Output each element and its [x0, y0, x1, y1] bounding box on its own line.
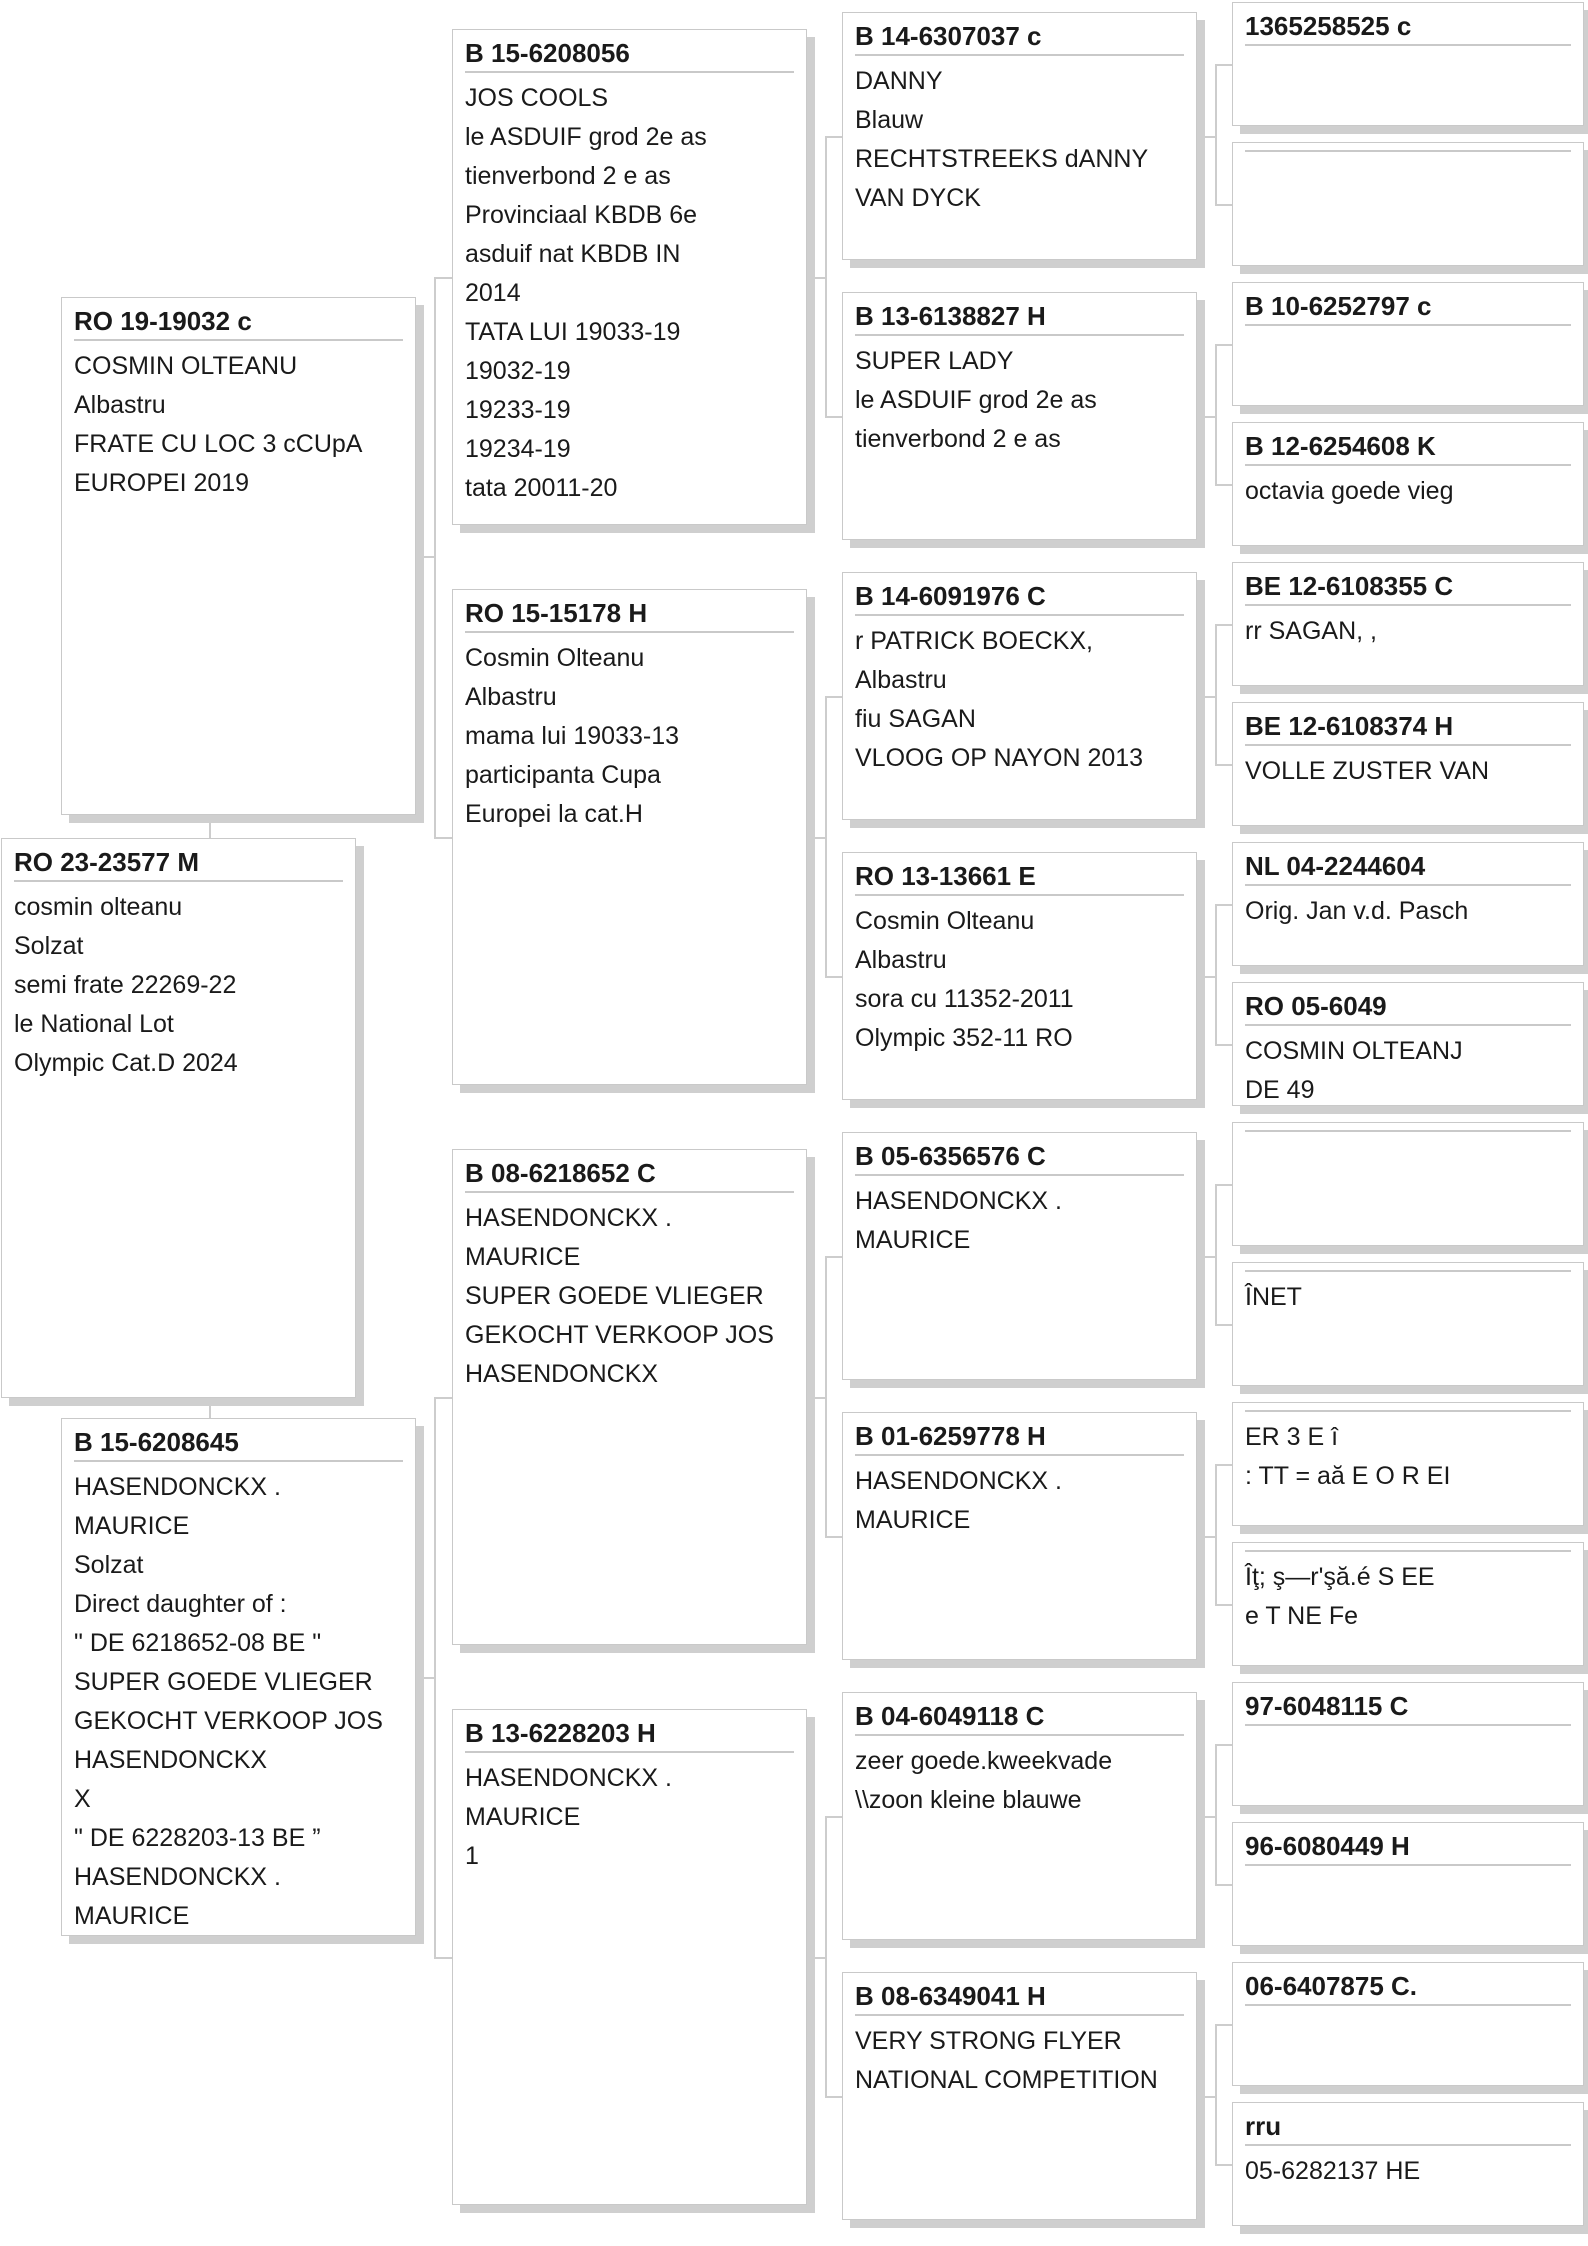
connector-line: [1215, 484, 1232, 486]
card-info: [14, 888, 343, 1083]
connector-line: [1197, 696, 1215, 698]
connector-line: [1215, 64, 1232, 66]
info-line: Provinciaal KBDB 6e: [465, 201, 698, 229]
connector-line: [807, 277, 825, 279]
info-line: le ASDUIF grod 2e as: [465, 123, 707, 151]
pedigree-card-grandparent: [452, 29, 807, 525]
card-info: [1245, 472, 1571, 511]
info-line: RECHTSTREEKS dANNY: [855, 145, 1149, 173]
ring-number: BE 12-6108374 H: [1245, 709, 1571, 746]
info-line: EUROPEI 2019: [74, 469, 250, 497]
card-info: [1245, 2152, 1571, 2191]
pedigree-card-great-great-grandparent: [1232, 1822, 1584, 1946]
info-line: Albastru: [465, 683, 557, 711]
connector-line: [1215, 1184, 1217, 1326]
connector-line: [1215, 1744, 1217, 1886]
card-info: [855, 1182, 1184, 1260]
info-line: 05-6282137 HE: [1245, 2157, 1421, 2185]
info-line: rr SAGAN, ,: [1245, 617, 1377, 645]
pedigree-card-great-great-grandparent: [1232, 1122, 1584, 1246]
ring-number: RO 19-19032 c: [74, 304, 403, 341]
info-line: mama lui 19033-13: [465, 722, 680, 750]
connector-line: [434, 1957, 452, 1959]
connector-line: [434, 1397, 436, 1959]
connector-line: [825, 136, 827, 418]
pedigree-card-great-great-grandparent: [1232, 982, 1584, 1106]
info-line: JOS COOLS: [465, 84, 609, 112]
info-line: Europei la cat.H: [465, 800, 643, 828]
info-line: HASENDONCKX .: [74, 1863, 281, 1891]
pedigree-card-great-great-grandparent: [1232, 702, 1584, 826]
info-line: Albastru: [855, 946, 947, 974]
info-line: semi frate 22269-22: [14, 971, 237, 999]
info-line: VOLLE ZUSTER VAN: [1245, 757, 1490, 785]
pedigree-card-great-great-grandparent: [1232, 842, 1584, 966]
card-info: [855, 902, 1184, 1058]
pedigree-card-great-great-grandparent: [1232, 562, 1584, 686]
connector-line: [807, 1957, 825, 1959]
info-line: e T NE Fe: [1245, 1602, 1359, 1630]
info-line: COSMIN OLTEANJ: [1245, 1037, 1463, 1065]
info-line: HASENDONCKX .: [855, 1187, 1062, 1215]
ring-number: RO 15-15178 H: [465, 596, 794, 633]
info-line: SUPER GOEDE VLIEGER: [465, 1282, 764, 1310]
ring-number: 1365258525 c: [1245, 9, 1571, 46]
card-info: [855, 62, 1184, 218]
info-line: MAURICE: [465, 1803, 581, 1831]
connector-line: [825, 1256, 842, 1258]
info-line: Olympic Cat.D 2024: [14, 1049, 238, 1077]
connector-line: [434, 277, 436, 839]
pedigree-card-grandparent: [452, 589, 807, 1085]
connector-line: [1215, 1884, 1232, 1886]
info-line: sora cu 11352-2011: [855, 985, 1074, 1013]
pedigree-card-great-grandparent: [842, 1412, 1197, 1660]
info-line: asduif nat KBDB IN: [465, 240, 681, 268]
card-info: [74, 347, 403, 503]
ring-number: B 14-6307037 c: [855, 19, 1184, 56]
pedigree-card-subject: [1, 838, 356, 1398]
info-line: 19032-19: [465, 357, 571, 385]
connector-line: [825, 2096, 842, 2098]
card-info: [465, 79, 794, 508]
connector-line: [1215, 1744, 1232, 1746]
connector-line: [1197, 1256, 1215, 1258]
ring-number: B 05-6356576 C: [855, 1139, 1184, 1176]
ring-number: 97-6048115 C: [1245, 1689, 1571, 1726]
info-line: NATIONAL COMPETITION: [855, 2066, 1158, 2094]
pedigree-card-great-great-grandparent: [1232, 422, 1584, 546]
pedigree-card-great-great-grandparent: [1232, 1962, 1584, 2086]
pedigree-card-great-great-grandparent: [1232, 1682, 1584, 1806]
info-line: SUPER LADY: [855, 347, 1014, 375]
ring-number: rru: [1245, 2109, 1571, 2146]
info-line: DE 49: [1245, 1076, 1315, 1104]
connector-line: [1197, 1816, 1215, 1818]
card-info: [465, 1199, 794, 1394]
connector-line: [807, 837, 825, 839]
info-line: octavia goede vieg: [1245, 477, 1454, 505]
pedigree-card-great-grandparent: [842, 852, 1197, 1100]
info-line: " DE 6228203-13 BE ”: [74, 1824, 321, 1852]
info-line: Albastru: [855, 666, 947, 694]
pedigree-card-great-grandparent: [842, 1692, 1197, 1940]
card-info: [855, 1742, 1184, 1820]
connector-line: [1215, 344, 1217, 486]
pedigree-card-great-grandparent: [842, 12, 1197, 260]
info-line: cosmin olteanu: [14, 893, 183, 921]
pedigree-card-great-great-grandparent: [1232, 1402, 1584, 1526]
connector-line: [1197, 136, 1215, 138]
info-line: TATA LUI 19033-19: [465, 318, 681, 346]
ring-number: BE 12-6108355 C: [1245, 569, 1571, 606]
connector-line: [1215, 1464, 1217, 1606]
pedigree-card-great-great-grandparent: [1232, 1542, 1584, 1666]
card-info: [1245, 612, 1571, 651]
connector-line: [434, 277, 452, 279]
connector-line: [825, 696, 842, 698]
info-line: VLOOG OP NAYON 2013: [855, 744, 1144, 772]
ring-number: B 15-6208056: [465, 36, 794, 73]
pedigree-card-great-great-grandparent: [1232, 2102, 1584, 2226]
info-line: GEKOCHT VERKOOP JOS: [74, 1707, 383, 1735]
pedigree-card-great-great-grandparent: [1232, 1262, 1584, 1386]
pedigree-card-great-grandparent: [842, 572, 1197, 820]
info-line: \\zoon kleine blauwe: [855, 1786, 1082, 1814]
ring-number: RO 13-13661 E: [855, 859, 1184, 896]
ring-number: B 08-6218652 C: [465, 1156, 794, 1193]
connector-line: [1215, 764, 1232, 766]
info-line: Orig. Jan v.d. Pasch: [1245, 897, 1469, 925]
connector-line: [434, 837, 452, 839]
connector-line: [1215, 2024, 1217, 2166]
info-line: tienverbond 2 e as: [855, 425, 1061, 453]
info-line: MAURICE: [855, 1506, 971, 1534]
info-line: MAURICE: [74, 1512, 190, 1540]
ring-number: RO 23-23577 M: [14, 845, 343, 882]
pedigree-card-sire: [61, 297, 416, 815]
ring-number: B 01-6259778 H: [855, 1419, 1184, 1456]
ring-number: [1245, 1129, 1571, 1132]
info-line: Olympic 352-11 RO: [855, 1024, 1073, 1052]
connector-line: [1215, 904, 1217, 1046]
connector-line: [1215, 1324, 1232, 1326]
info-line: HASENDONCKX .: [465, 1204, 672, 1232]
ring-number: B 04-6049118 C: [855, 1699, 1184, 1736]
pedigree-card-great-great-grandparent: [1232, 2, 1584, 126]
info-line: DANNY: [855, 67, 943, 95]
card-info: [1245, 1032, 1571, 1106]
info-line: 1: [465, 1842, 479, 1870]
info-line: HASENDONCKX: [465, 1360, 659, 1388]
card-info: [855, 622, 1184, 778]
ring-number: [1245, 1409, 1571, 1412]
info-line: ÎNET: [1245, 1283, 1302, 1311]
card-info: [1245, 752, 1571, 791]
card-info: [465, 639, 794, 834]
connector-line: [1197, 416, 1215, 418]
info-line: participanta Cupa: [465, 761, 661, 789]
info-line: Solzat: [14, 932, 84, 960]
ring-number: B 10-6252797 c: [1245, 289, 1571, 326]
card-info: [855, 342, 1184, 459]
info-line: MAURICE: [465, 1243, 581, 1271]
connector-line: [1197, 2096, 1215, 2098]
info-line: HASENDONCKX .: [855, 1467, 1062, 1495]
info-line: MAURICE: [74, 1902, 190, 1930]
ring-number: [1245, 149, 1571, 152]
connector-line: [825, 136, 842, 138]
connector-line: [1197, 1536, 1215, 1538]
card-info: [1245, 892, 1571, 931]
pedigree-card-great-grandparent: [842, 1972, 1197, 2220]
info-line: Direct daughter of :: [74, 1590, 287, 1618]
connector-line: [1215, 64, 1217, 206]
ring-number: B 14-6091976 C: [855, 579, 1184, 616]
ring-number: NL 04-2244604: [1245, 849, 1571, 886]
connector-line: [825, 696, 827, 978]
connector-line: [1215, 624, 1232, 626]
info-line: X: [74, 1785, 91, 1813]
card-info: [1245, 1418, 1571, 1496]
pedigree-card-great-grandparent: [842, 1132, 1197, 1380]
info-line: le ASDUIF grod 2e as: [855, 386, 1097, 414]
connector-line: [825, 1816, 827, 2098]
connector-line: [1215, 2164, 1232, 2166]
card-info: [1245, 1278, 1571, 1317]
connector-line: [825, 1816, 842, 1818]
connector-line: [825, 416, 842, 418]
connector-line: [434, 1397, 452, 1399]
connector-line: [1215, 2024, 1232, 2026]
pedigree-card-great-great-grandparent: [1232, 282, 1584, 406]
connector-line: [1215, 904, 1232, 906]
connector-line: [807, 1397, 825, 1399]
info-line: tienverbond 2 e as: [465, 162, 671, 190]
info-line: Cosmin Olteanu: [465, 644, 645, 672]
card-info: [855, 2022, 1184, 2100]
info-line: tata 20011-20: [465, 474, 618, 502]
info-line: 19233-19: [465, 396, 571, 424]
ring-number: [1245, 1549, 1571, 1552]
connector-line: [825, 1256, 827, 1538]
connector-line: [1215, 204, 1232, 206]
pedigree-card-grandparent: [452, 1709, 807, 2205]
connector-line: [1197, 976, 1215, 978]
pedigree-card-grandparent: [452, 1149, 807, 1645]
connector-line: [1215, 344, 1232, 346]
ring-number: B 13-6138827 H: [855, 299, 1184, 336]
card-info: [74, 1468, 403, 1936]
info-line: zeer goede.kweekvade: [855, 1747, 1113, 1775]
connector-line: [1215, 1464, 1232, 1466]
info-line: " DE 6218652-08 BE ": [74, 1629, 322, 1657]
info-line: : TT = aă E O R EI: [1245, 1462, 1451, 1490]
info-line: 19234-19: [465, 435, 571, 463]
connector-line: [416, 556, 434, 558]
info-line: Cosmin Olteanu: [855, 907, 1035, 935]
info-line: HASENDONCKX .: [465, 1764, 672, 1792]
info-line: VAN DYCK: [855, 184, 981, 212]
info-line: FRATE CU LOC 3 cCUpA: [74, 430, 363, 458]
info-line: fiu SAGAN: [855, 705, 976, 733]
info-line: COSMIN OLTEANU: [74, 352, 298, 380]
connector-line: [1215, 1044, 1232, 1046]
connector-line: [1215, 1184, 1232, 1186]
info-line: Albastru: [74, 391, 166, 419]
card-info: [855, 1462, 1184, 1540]
info-line: r PATRICK BOECKX,: [855, 627, 1094, 655]
ring-number: 06-6407875 C.: [1245, 1969, 1571, 2006]
info-line: ER 3 E î: [1245, 1423, 1339, 1451]
info-line: Îţ; ş—r'şă.é S EE: [1245, 1563, 1435, 1591]
pedigree-card-great-great-grandparent: [1232, 142, 1584, 266]
ring-number: B 13-6228203 H: [465, 1716, 794, 1753]
info-line: MAURICE: [855, 1226, 971, 1254]
ring-number: B 15-6208645: [74, 1425, 403, 1462]
card-info: [1245, 1558, 1571, 1636]
info-line: 2014: [465, 279, 521, 307]
connector-line: [1215, 1604, 1232, 1606]
connector-line: [416, 1677, 434, 1679]
info-line: le National Lot: [14, 1010, 174, 1038]
connector-line: [825, 1536, 842, 1538]
ring-number: B 12-6254608 K: [1245, 429, 1571, 466]
ring-number: B 08-6349041 H: [855, 1979, 1184, 2016]
info-line: Solzat: [74, 1551, 144, 1579]
connector-line: [825, 976, 842, 978]
info-line: Blauw: [855, 106, 924, 134]
info-line: SUPER GOEDE VLIEGER: [74, 1668, 373, 1696]
pedigree-card-great-grandparent: [842, 292, 1197, 540]
info-line: HASENDONCKX: [74, 1746, 268, 1774]
info-line: VERY STRONG FLYER: [855, 2027, 1122, 2055]
info-line: HASENDONCKX .: [74, 1473, 281, 1501]
ring-number: RO 05-6049: [1245, 989, 1571, 1026]
ring-number: 96-6080449 H: [1245, 1829, 1571, 1866]
pedigree-card-dam: [61, 1418, 416, 1936]
ring-number: [1245, 1269, 1571, 1272]
connector-line: [1215, 624, 1217, 766]
card-info: [465, 1759, 794, 1876]
info-line: GEKOCHT VERKOOP JOS: [465, 1321, 774, 1349]
